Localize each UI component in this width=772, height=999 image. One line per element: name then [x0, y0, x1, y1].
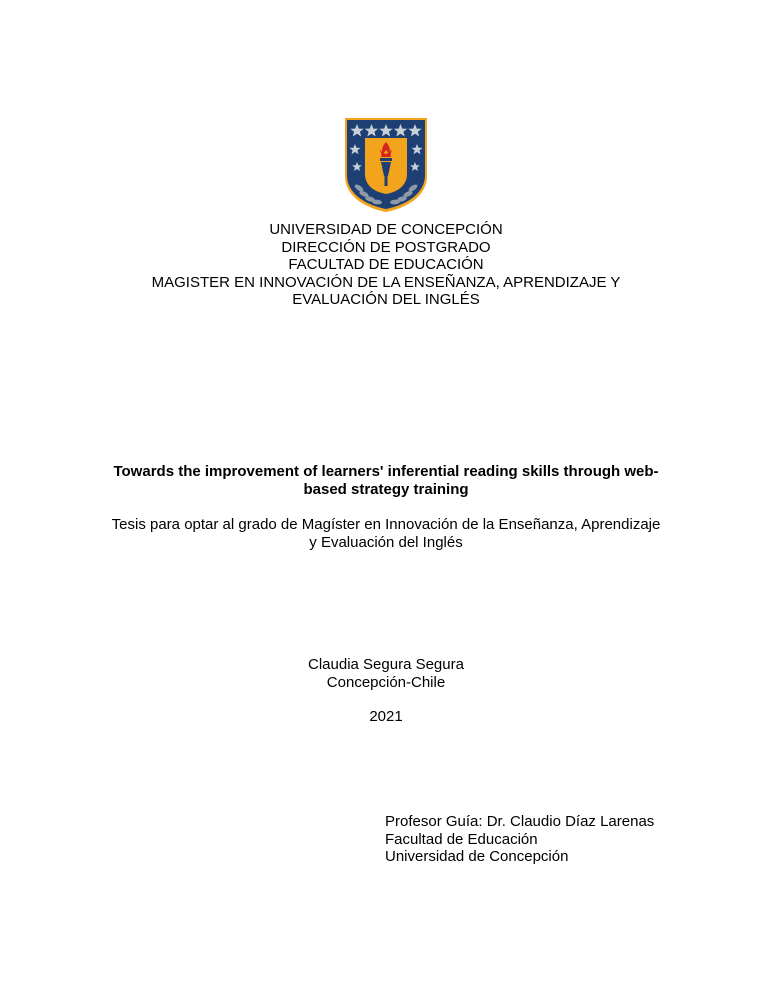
- advisor-faculty: Facultad de Educación: [385, 830, 538, 848]
- degree-statement-line-1: Tesis para optar al grado de Magíster en Innovación de la Enseñanza, Aprendizaje: [111, 516, 661, 533]
- program-name-line-1: MAGISTER EN INNOVACIÓN DE LA ENSEÑANZA, APRENDIZAJE Y: [151, 273, 621, 291]
- advisor-name: Profesor Guía: Dr. Claudio Díaz Larenas: [385, 813, 655, 830]
- program-name-line-2: EVALUACIÓN DEL INGLÉS: [292, 291, 480, 308]
- faculty-name: FACULTAD DE EDUCACIÓN: [288, 256, 484, 273]
- university-name: UNIVERSIDAD DE CONCEPCIÓN: [269, 221, 503, 238]
- postgraduate-direction: DIRECCIÓN DE POSTGRADO: [281, 238, 491, 256]
- author-place: Concepción-Chile: [326, 673, 446, 691]
- advisor-university: Universidad de Concepción: [385, 848, 569, 865]
- thesis-title-line-2: based strategy training: [303, 480, 469, 498]
- university-crest-icon: [343, 116, 429, 214]
- thesis-year: 2021: [369, 708, 403, 725]
- thesis-degree-statement: [0, 516, 772, 551]
- thesis-title: [0, 463, 772, 498]
- author-block: [0, 656, 772, 691]
- thesis-title-line-1: Towards the improvement of learners' inferential reading skills through web-: [113, 463, 659, 480]
- author-name: Claudia Segura Segura: [308, 656, 464, 673]
- year-block: [0, 708, 772, 726]
- degree-statement-line-2: y Evaluación del Inglés: [309, 533, 463, 551]
- advisor-block: [385, 813, 654, 866]
- university-header: [0, 221, 772, 309]
